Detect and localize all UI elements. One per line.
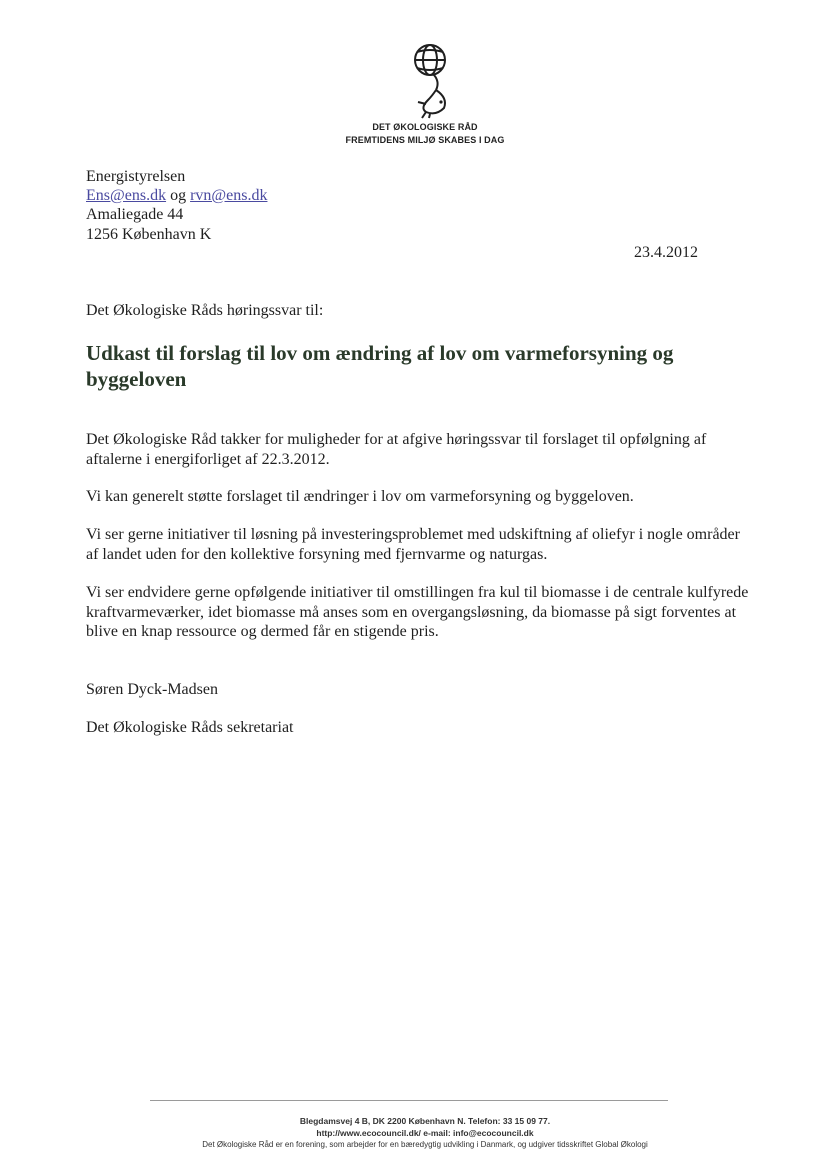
- document-title: Udkast til forslag til lov om ændring af lov om varmeforsyning og byggeloven: [86, 341, 674, 391]
- email-joiner: og: [166, 187, 191, 204]
- letter-date: 23.4.2012: [634, 244, 698, 261]
- paragraph-1: Det Økologiske Råd takker for muligheder for at afgive høringssvar til forslaget til opfølgning af aftalerne i energiforliget af 22.3.2012.: [86, 431, 707, 468]
- paragraph-4: Vi ser endvidere gerne opfølgende initiativer til omstillingen fra kul til biomasse i de centrale kulfyrede kraftvarmeværker, idet biomasse må anses som en overgangsløsning, da biomasse på sigt forventes at blive en knap ressource og dermed får en stigende pris.: [86, 584, 749, 640]
- paragraph-2: Vi kan generelt støtte forslaget til ændringer i lov om varmeforsyning og byggeloven.: [86, 488, 634, 505]
- signature-office: Det Økologiske Råds sekretariat: [86, 719, 294, 736]
- council-logo-icon: [400, 40, 460, 120]
- org-tagline: FREMTIDENS MILJØ SKABES I DAG: [345, 135, 505, 145]
- footer-description: Det Økologiske Råd er en forening, som arbejder for en bæredygtig udvikling i Danmark, og udgiver tidsskriftet Global Økologi: [202, 1140, 648, 1149]
- footer-address: Blegdamsvej 4 B, DK 2200 København N. Telefon: 33 15 09 77.: [299, 1116, 551, 1126]
- recipient-emails: [86, 186, 267, 206]
- recipient-name: Energistyrelsen: [86, 168, 186, 185]
- paragraph-3: Vi ser gerne initiativer til løsning på investeringsproblemet med udskiftning af oliefyr i nogle områder af landet uden for den kollektive forsyning med fjernvarme og naturgas.: [86, 526, 740, 563]
- footer-web-email: http://www.ecocouncil.dk/ e-mail: info@ecocouncil.dk: [316, 1128, 534, 1138]
- footer-divider: [150, 1100, 668, 1101]
- intro-line: Det Økologiske Råds høringssvar til:: [86, 302, 324, 319]
- recipient-street: Amaliegade 44: [86, 206, 184, 223]
- email-link-ens[interactable]: Ens@ens.dk: [86, 187, 167, 204]
- recipient-city: 1256 København K: [86, 226, 212, 243]
- email-link-rvn[interactable]: rvn@ens.dk: [190, 187, 268, 204]
- signature-name: Søren Dyck-Madsen: [86, 681, 218, 698]
- org-name: DET ØKOLOGISKE RÅD: [372, 122, 478, 132]
